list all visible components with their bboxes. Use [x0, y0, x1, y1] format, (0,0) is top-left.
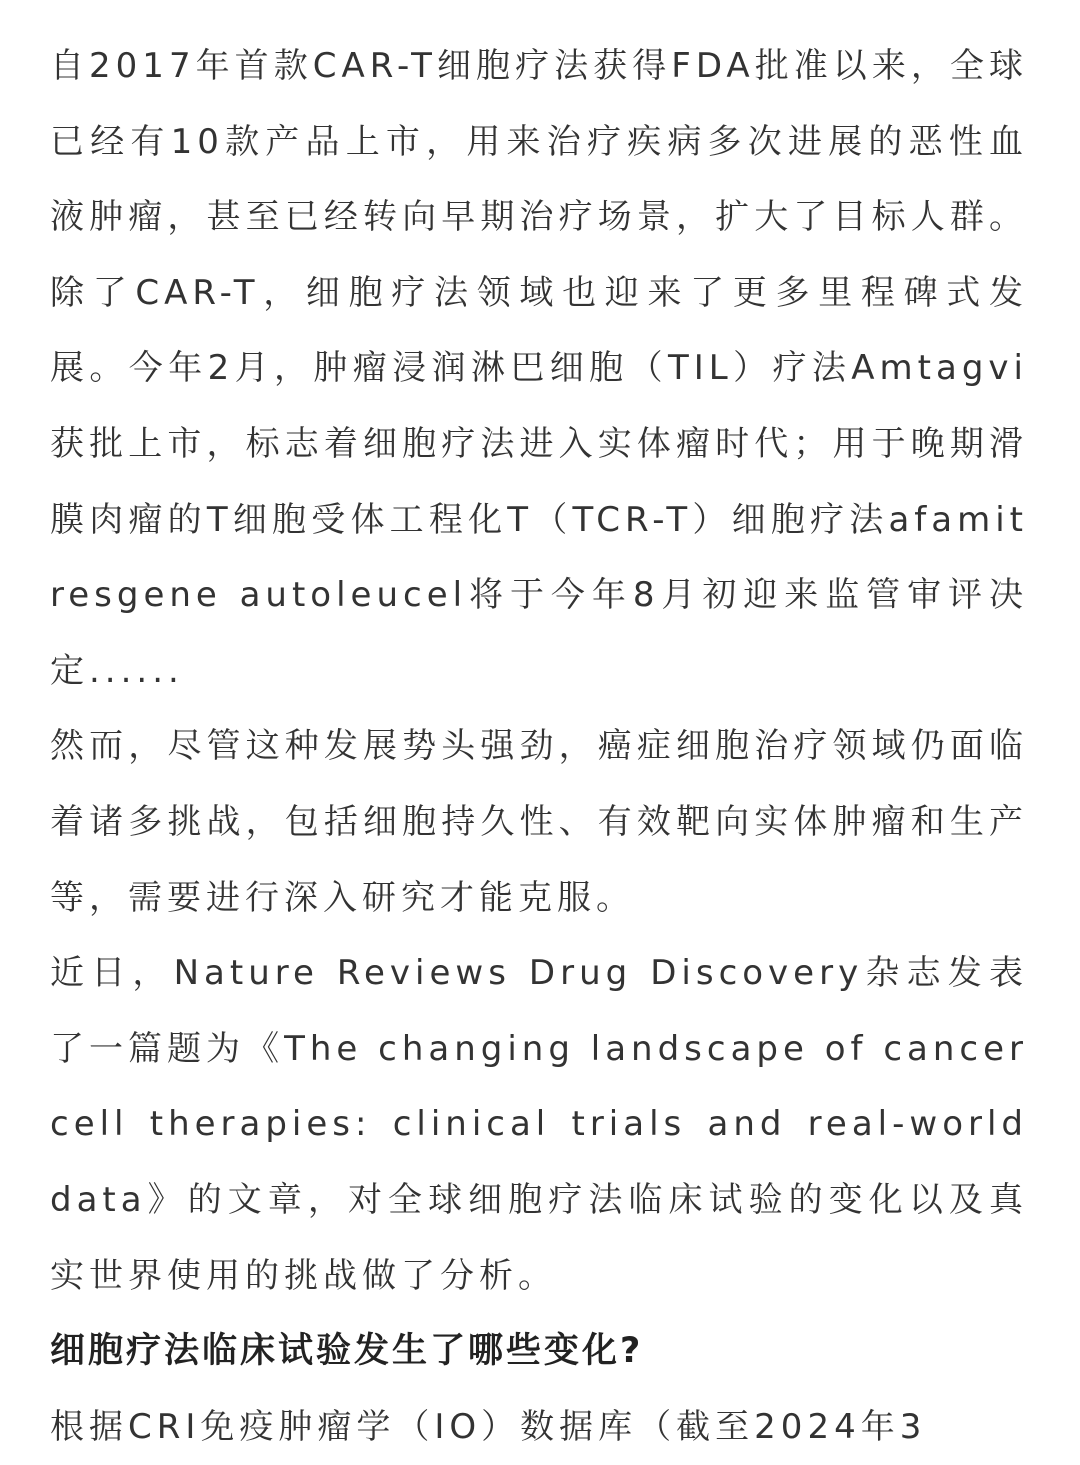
paragraph-nature-review: 近日，Nature Reviews Drug Discovery杂志发表了一篇题为《The changing landscape of cancer cell therapies: clinical trials and real-world data》的文章，对全球细胞疗法临床试验的变化以及真实世界使用的挑战做了分析。 [50, 953, 1028, 1296]
section-heading: 细胞疗法临床试验发生了哪些变化? [50, 1331, 644, 1372]
paragraph-intro: 自2017年首款CAR-T细胞疗法获得FDA批准以来，全球已经有10款产品上市，用来治疗疾病多次进展的恶性血液肿瘤，甚至已经转向早期治疗场景，扩大了目标人群。除了CAR-T，细胞疗法领域也迎来了更多里程碑式发展。今年2月，肿瘤浸润淋巴细胞（TIL）疗法Amtagvi获批上市，标志着细胞疗法进入实体瘤时代；用于晚期滑膜肉瘤的T细胞受体工程化T（TCR-T）细胞疗法afamitresgene autoleucel将于今年8月初迎来监管审评决定...... [50, 46, 1028, 691]
article-body [50, 29, 1028, 1465]
paragraph-cri-database: 根据CRI免疫肿瘤学（IO）数据库（截至2024年3 [50, 1406, 927, 1447]
paragraph-challenges: 然而，尽管这种发展势头强劲，癌症细胞治疗领域仍面临着诸多挑战，包括细胞持久性、有效靶向实体肿瘤和生产等，需要进行深入研究才能克服。 [50, 726, 1028, 918]
